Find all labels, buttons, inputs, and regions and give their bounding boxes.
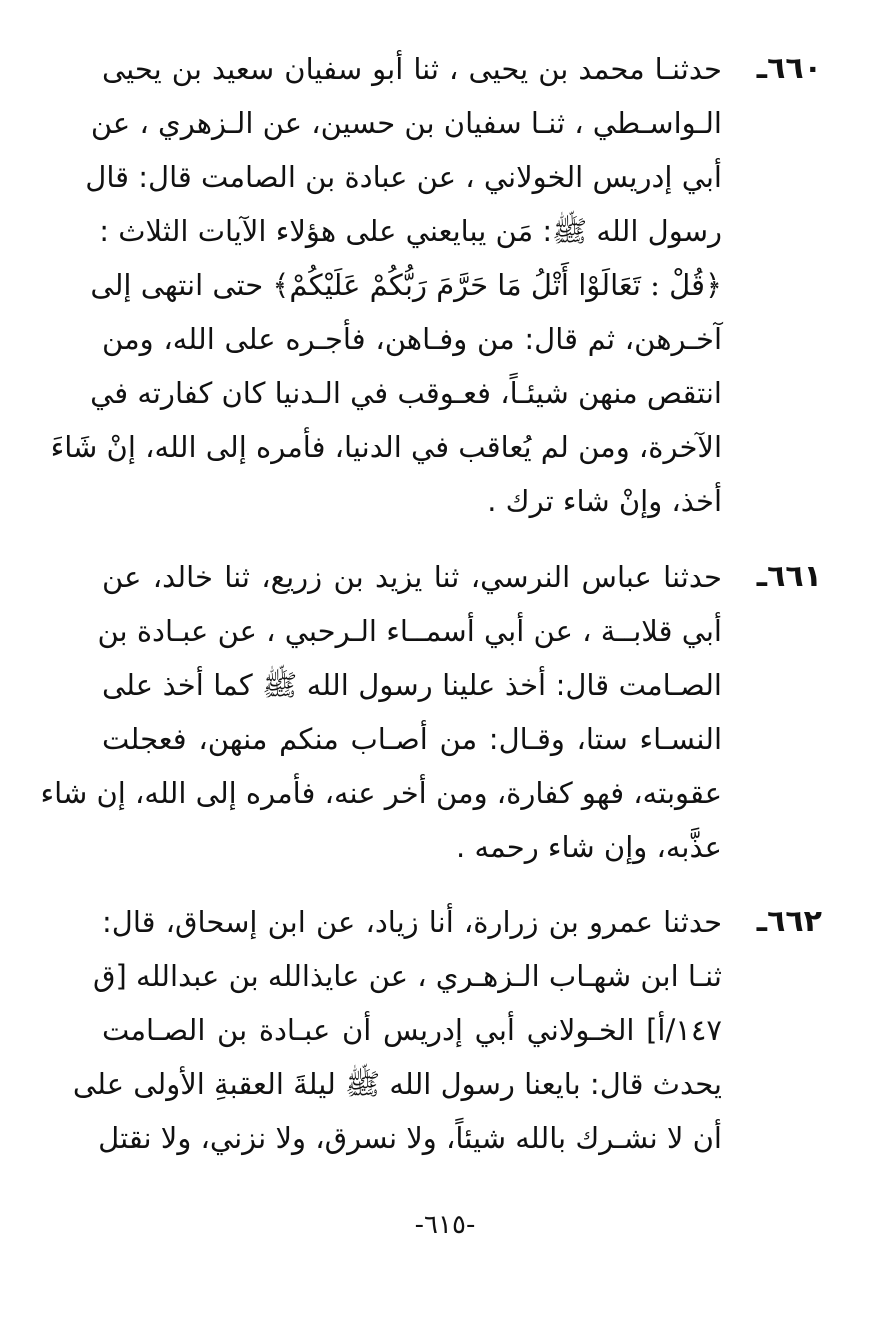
hadith-line: النسـاء ستا، وقـال: من أصـاب منكم منهن، فعجلت [102,722,722,756]
hadith-line: أن لا نشـرك بالله شيئاً، ولا نسرق، ولا نزني، ولا نقتل [98,1121,722,1155]
hadith-line: رسول الله ﷺ: مَن يبايعني على هؤلاء الآيات الثلاث : [99,214,722,248]
hadith-number: ٦٦٠ـ [756,51,822,86]
hadith-number: ٦٦١ـ [756,559,822,594]
hadith-line: ثنـا ابن شهـاب الـزهـري ، عن عايذالله بن عبدالله [ق [93,959,722,993]
hadith-line: يحدث قال: بايعنا رسول الله ﷺ ليلةَ العقبةِ الأولى على [72,1067,722,1101]
hadith-line: ١٤٧/أ] الخـولاني أبي إدريس أن عبـادة بن الصـامت [102,1013,722,1047]
hadith-line: انتقص منهن شيئـاً، فعـوقب في الـدنيا كان كفارته في [90,376,722,410]
hadith-line: حدثنا عمرو بن زرارة، أنا زياد، عن ابن إسحاق، قال: [102,905,722,939]
hadith-line: الـواسـطي ، ثنـا سفيان بن حسين، عن الـزهري ، عن [90,106,722,140]
hadith-line: أبي إدريس الخولاني ، عن عبادة بن الصامت قال: قال [85,160,722,194]
hadith-line: الآخرة، ومن لم يُعاقب في الدنيا، فأمره إلى الله، إنْ شَاءَ [50,430,722,464]
hadith-line: عقوبته، فهو كفارة، ومن أخر عنه، فأمره إلى الله، إن شاء [40,776,722,810]
hadith-line: الصـامت قال: أخذ علينا رسول الله ﷺ كما أخذ على [102,668,722,702]
hadith-number: ٦٦٢ـ [756,904,822,939]
hadith-line: حدثنـا محمد بن يحيى ، ثنا أبو سفيان سعيد بن يحيى [102,52,722,86]
hadith-line: أخذ، وإنْ شاء ترك . [487,484,722,518]
hadith-line: آخـرهن، ثم قال: من وفـاهن، فأجـره على الله، ومن [102,322,722,356]
hadith-line: عذَّبه، وإن شاء رحمه . [456,830,722,864]
hadith-line: أبي قلابــة ، عن أبي أسمــاء الـرحبي ، عن عبـادة بن [97,614,722,648]
hadith-line: حدثنا عباس النرسي، ثنا يزيد بن زريع، ثنا خالد، عن [102,560,722,594]
quran-quote-line: ﴿قُلْ : تَعَالَوْا أَتْلُ مَا حَرَّمَ رَبُّكُمْ عَلَيْكُمْ﴾ حتى انتهى إلى [90,268,722,302]
page-number: -٦١٥- [414,1210,476,1240]
